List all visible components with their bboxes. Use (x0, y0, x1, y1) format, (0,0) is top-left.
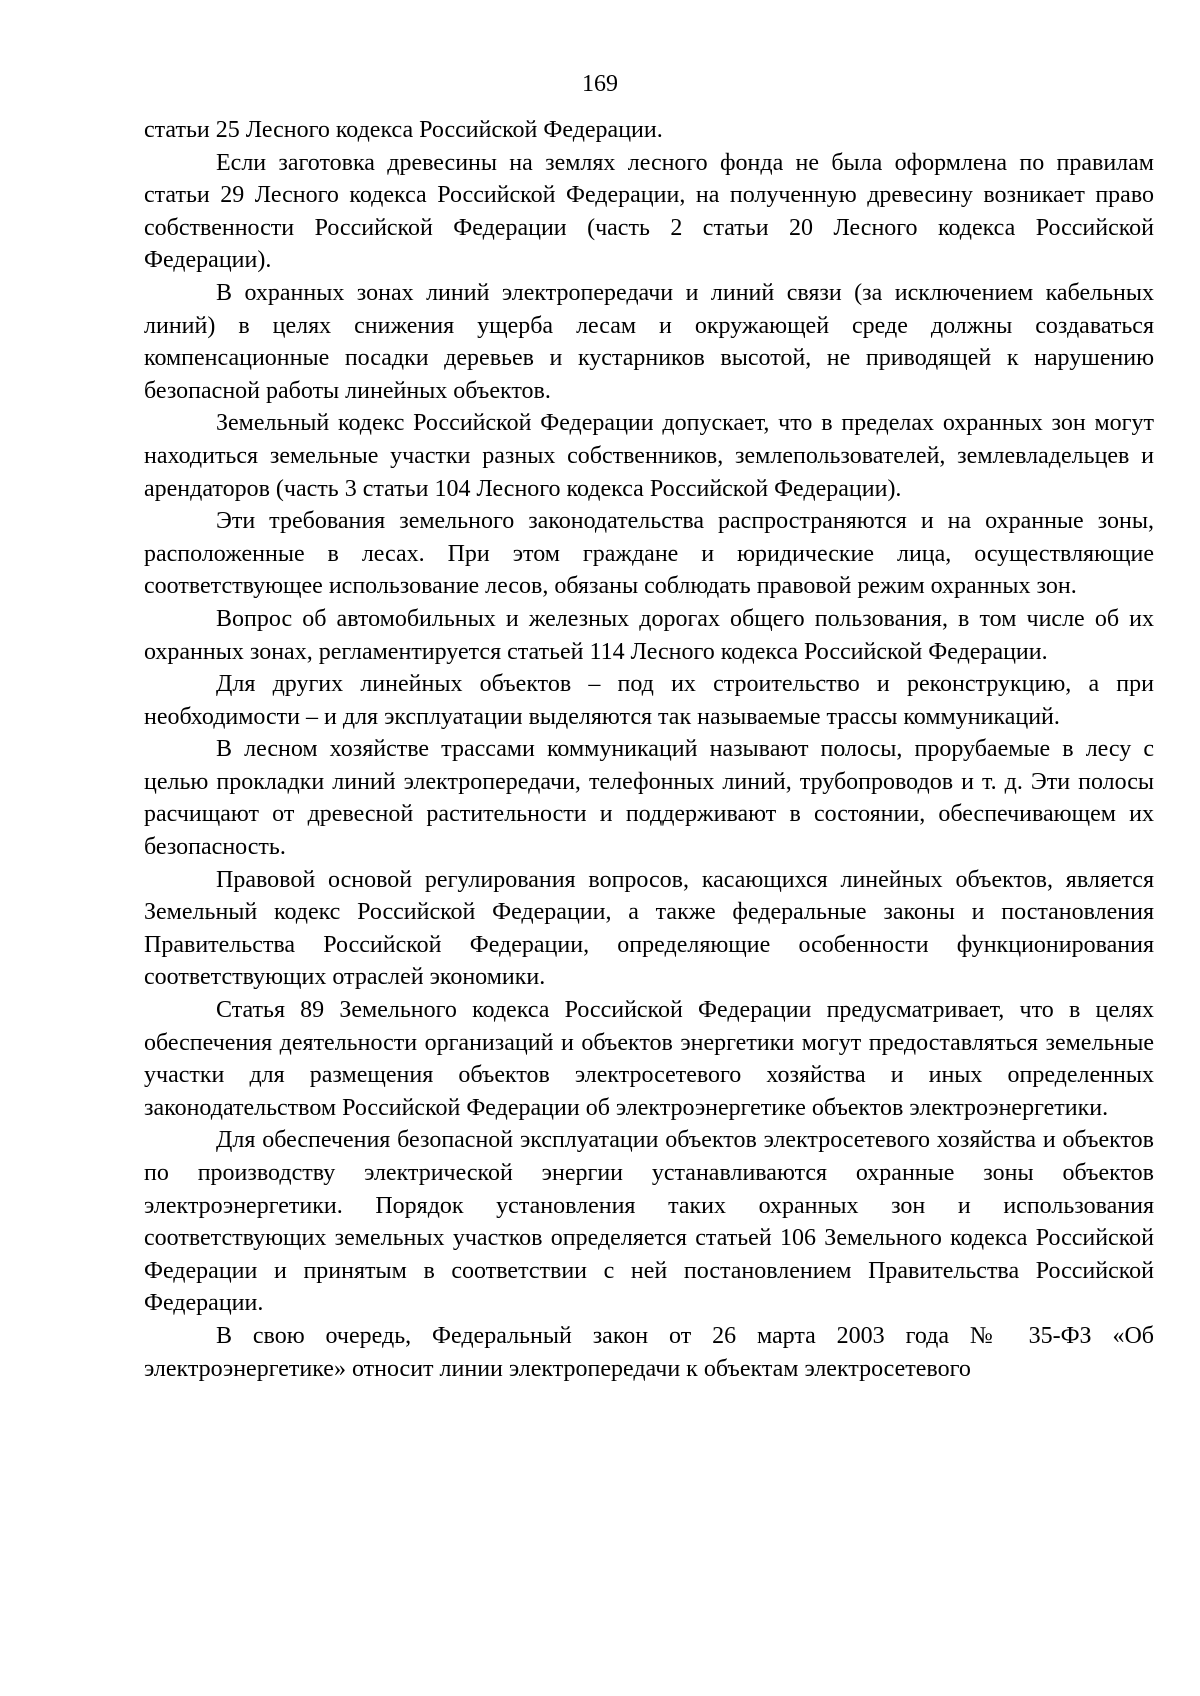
paragraph: статьи 25 Лесного кодекса Российской Федерации. (144, 117, 663, 143)
body-text (144, 114, 1154, 1385)
paragraph: Вопрос об автомобильных и железных дорогах общего пользования, в том числе об их охранных зонах, регламентируется статьей 114 Лесного кодекса Российской Федерации. (144, 605, 1154, 665)
paragraph: В лесном хозяйстве трассами коммуникаций называют полосы, прорубаемые в лесу с целью прокладки линий электропередачи, телефонных линий, трубопроводов и т. д. Эти полосы расчищают от древесной растительности и поддерживают в состоянии, обеспечивающем их безопасность. (144, 736, 1154, 861)
paragraph: Правовой основой регулирования вопросов, касающихся линейных объектов, является Земельный кодекс Российской Федерации, а также федеральные законы и постановления Правительства Российской Федерации, определяющие особенности функционирования соответствующих отраслей экономики. (144, 866, 1154, 991)
paragraph: В свою очередь, Федеральный закон от 26 марта 2003 года № 35-ФЗ «Об электроэнергетике» относит линии электропередачи к объектам электросетевого (144, 1322, 1154, 1382)
page-number: 169 (582, 71, 618, 97)
paragraph: Для обеспечения безопасной эксплуатации объектов электросетевого хозяйства и объектов по производству электрической энергии устанавливаются охранные зоны объектов электроэнергетики. Порядок установления таких охранных зон и использования соответствующих земельных участков определяется статьей 106 Земельного кодекса Российской Федерации и принятым в соответствии с ней постановлением Правительства Российской Федерации. (144, 1127, 1154, 1317)
paragraph: Статья 89 Земельного кодекса Российской Федерации предусматривает, что в целях обеспечения деятельности организаций и объектов энергетики могут предоставляться земельные участки для размещения объектов электросетевого хозяйства и иных определенных законодательством Российской Федерации об электроэнергетике объектов электроэнергетики. (144, 997, 1154, 1121)
paragraph: Для других линейных объектов – под их строительство и реконструкцию, а при необходимости – и для эксплуатации выделяются так называемые трассы коммуникаций. (144, 671, 1154, 730)
paragraph: В охранных зонах линий электропередачи и линий связи (за исключением кабельных линий) в целях снижения ущерба лесам и окружающей среде должны создаваться компенсационные посадки деревьев и кустарников высотой, не приводящей к нарушению безопасной работы линейных объектов. (144, 279, 1154, 404)
paragraph: Если заготовка древесины на землях лесного фонда не была оформлена по правилам статьи 29 Лесного кодекса Российской Федерации, на полученную древесину возникает право собственности Российской Федерации (часть 2 статьи 20 Лесного кодекса Российской Федерации). (144, 149, 1154, 274)
paragraph: Эти требования земельного законодательства распространяются и на охранные зоны, расположенные в лесах. При этом граждане и юридические лица, осуществляющие соответствующее использование лесов, обязаны соблюдать правовой режим охранных зон. (144, 508, 1154, 600)
paragraph: Земельный кодекс Российской Федерации допускает, что в пределах охранных зон могут находиться земельные участки разных собственников, землепользователей, землевладельцев и арендаторов (часть 3 статьи 104 Лесного кодекса Российской Федерации). (144, 410, 1154, 502)
